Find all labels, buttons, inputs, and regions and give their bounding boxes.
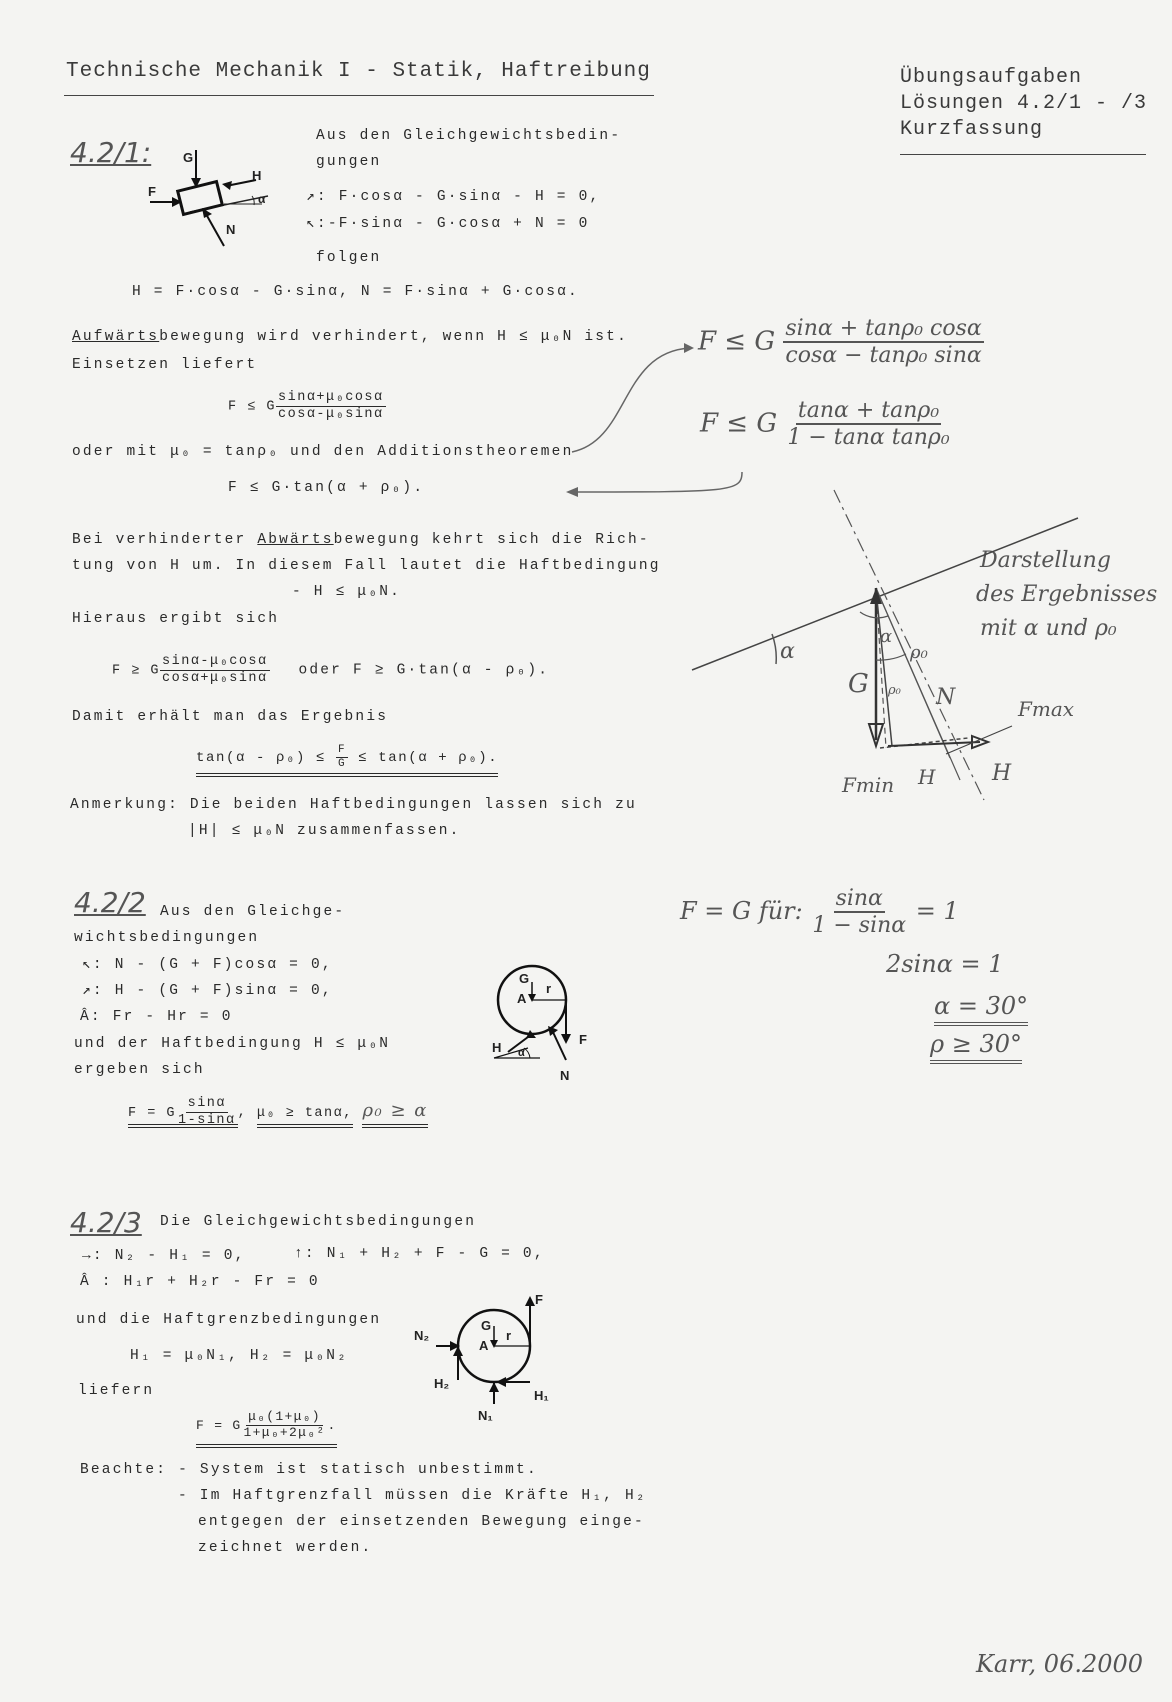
hand2-line-1-num: sinα <box>834 886 885 913</box>
fig1-label-H: H <box>252 168 262 183</box>
p1-damit: Damit erhält man das Ergebnis <box>72 709 389 725</box>
p2-line-1: Aus den Gleichge- <box>160 904 346 920</box>
p1-result-den: G <box>338 757 347 770</box>
hand-fig-Fmin: Fmin <box>842 773 895 797</box>
p2-result: F = G $\frac{\sin\alpha}{1-\sin\alpha}$ , μ₀ ≥ tanα, ρ₀ ≥ α <box>128 1096 428 1128</box>
hand-formula-b-num: tanα + tanρ₀ <box>796 398 941 425</box>
p3-result: F = G $\frac{\text{μ₀(1+μ₀)}}{\text{1+μ₀+2μ₀²}}$ . <box>196 1410 337 1448</box>
p3-result-den: 1+μ₀+2μ₀² <box>243 1424 326 1440</box>
fig2-label-H: H <box>492 1040 502 1055</box>
p1-downward-b: bewegung kehrt sich die Rich- <box>333 532 650 548</box>
p2-line-4: ergeben sich <box>74 1062 205 1078</box>
fig3-label-N2: N₂ <box>414 1328 430 1343</box>
fig2-label-F: F <box>579 1032 587 1047</box>
p1-formula-3-post: oder F ≥ G·tan(α - ρ₀). <box>298 662 550 679</box>
hand-fig-H1: H <box>918 765 936 789</box>
hand-fig-H2: H <box>992 761 1012 786</box>
p3-note-2: - Im Haftgrenzfall müssen die Kräfte H₁, H₂ <box>178 1488 647 1504</box>
hand-formula-b-pre: F ≤ G <box>700 408 778 439</box>
p1-result-left: tan(α - ρ₀) ≤ <box>196 749 327 766</box>
p1-result-right: ≤ tan(α + ρ₀). <box>358 749 499 766</box>
hand2-line-2: 2sinα = 1 <box>886 950 1004 978</box>
signature: Karr, 06.2000 <box>976 1650 1144 1678</box>
p2-eq-2: ↗: H - (G + F)sinα = 0, <box>82 983 333 999</box>
hand-note-2: des Ergebnisses <box>976 582 1158 607</box>
p3-note-3: entgegen der einsetzenden Bewegung einge- <box>198 1514 645 1530</box>
p1-eq-1: ↗: F·cosα - G·sinα - H = 0, <box>306 189 601 205</box>
hand2-line-1-den: 1 − sinα <box>812 913 907 939</box>
fig3-label-G: G <box>481 1318 492 1333</box>
p1-formula-1-num: sinα+μ₀cosα <box>278 390 384 405</box>
hand2-line-1-pre: F = G für: <box>680 896 803 925</box>
hand-fig-G: G <box>848 669 869 699</box>
p1-anmerkung-2: |H| ≤ μ₀N zusammenfassen. <box>188 823 461 839</box>
p2-result-mu: μ₀ ≥ tanα, <box>257 1106 353 1128</box>
fig3-label-F: F <box>535 1292 543 1307</box>
hand-formula-a-pre: F ≤ G <box>698 326 776 357</box>
fig2-label-alpha: α <box>518 1047 525 1059</box>
problem-number-2: 4.2/2 <box>74 886 146 919</box>
fig3-label-r: r <box>506 1328 512 1343</box>
p2-eq-3: Â: Fr - Hr = 0 <box>80 1009 233 1025</box>
hand-formula-b-den: 1 − tanα tanρ₀ <box>787 425 950 451</box>
hand-formula-a-den: cosα − tanρ₀ sinα <box>785 343 982 369</box>
p1-result-HN: H = F·cosα - G·sinα, N = F·sinα + G·cosα. <box>132 284 579 300</box>
hand-fig-N: N <box>936 685 956 710</box>
fig3-label-A: A <box>479 1338 489 1353</box>
hand-fig-Fmax: Fmax <box>1018 697 1075 721</box>
fig1-label-F: F <box>148 184 156 199</box>
hand-note-1: Darstellung <box>980 548 1111 573</box>
hand-fig-rho2: ρ₀ <box>888 683 901 698</box>
fig2-label-r: r <box>546 981 552 996</box>
header-right-line-1: Übungsaufgaben <box>900 66 1083 89</box>
p1-anmerkung: Anmerkung: Die beiden Haftbedingungen lassen sich zu <box>70 797 637 813</box>
p1-result-num: F <box>338 744 347 756</box>
hand2-line-1-post: = 1 <box>915 896 959 925</box>
p3-eq-2: Â : H₁r + H₂r - Fr = 0 <box>80 1274 320 1290</box>
p3-result-pre: F = G <box>196 1417 242 1433</box>
fig2-label-G: G <box>519 971 530 986</box>
p2-result-num: sinα <box>187 1096 227 1111</box>
fig2-label-N: N <box>560 1068 570 1083</box>
p1-upward-rest: bewegung wird verhindert, wenn H ≤ μ₀N ist. <box>159 329 628 345</box>
p2-result-rho: ρ₀ ≥ α <box>362 1100 427 1128</box>
p3-note-4: zeichnet werden. <box>198 1540 373 1556</box>
p1-formula-3-pre: F ≥ G <box>112 663 161 679</box>
p1-formula-3-num: sinα-μ₀cosα <box>162 654 268 669</box>
p3-line-3: H₁ = μ₀N₁, H₂ = μ₀N₂ <box>130 1348 349 1364</box>
p2-line-3: und der Haftbedingung H ≤ μ₀N <box>74 1036 391 1052</box>
p2-eq-1: ↖: N - (G + F)cosα = 0, <box>82 957 333 973</box>
page-title: Technische Mechanik I - Statik, Haftreibung <box>66 60 651 83</box>
p1-downward-2: tung von H um. In diesem Fall lautet die Haftbedingung <box>72 558 661 574</box>
p3-line-2: und die Haftgrenzbedingungen <box>76 1312 382 1328</box>
p1-eq-2: ↖:-F·sinα - G·cosα + N = 0 <box>306 216 590 232</box>
fig1-label-G: G <box>183 150 194 165</box>
p1-line-2: gungen <box>316 154 382 170</box>
p3-eq-1: →: N₂ - H₁ = 0, <box>82 1248 246 1264</box>
hand2-line-3: α = 30° <box>934 992 1028 1026</box>
hand-fig-rho: ρ₀ <box>910 642 928 663</box>
p1-downward-a: Bei verhinderter <box>72 532 258 548</box>
hand-fig-alpha2: α <box>880 626 893 647</box>
p2-line-2: wichtsbedingungen <box>74 930 260 946</box>
p3-result-num: μ₀(1+μ₀) <box>248 1409 321 1424</box>
p3-eq-1b: ↑: N₁ + H₂ + F - G = 0, <box>294 1246 545 1262</box>
fig3-label-H1: H₁ <box>534 1388 549 1403</box>
fig2-label-A: A <box>517 991 527 1006</box>
fig3-label-N1: N₁ <box>478 1408 493 1423</box>
p1-oder-line: oder mit μ₀ = tanρ₀ und den Additionstheoremen <box>72 444 574 460</box>
p1-hieraus: Hieraus ergibt sich <box>72 611 280 627</box>
p1-insert: Einsetzen liefert <box>72 357 258 373</box>
fig1-label-N: N <box>226 222 236 237</box>
hand-fig-alpha: α <box>780 639 795 664</box>
p2-result-pre: F = G <box>128 1105 177 1121</box>
header-right-line-3: Kurzfassung <box>900 118 1044 141</box>
p1-upward-word: Aufwärts <box>72 329 160 345</box>
p1-downward-3: - H ≤ μ₀N. <box>292 584 402 600</box>
header-right-line-2: Lösungen 4.2/1 - /3 <box>900 92 1148 115</box>
problem-number-3: 4.2/3 <box>70 1206 142 1239</box>
p3-line-1: Die Gleichgewichtsbedingungen <box>160 1214 477 1230</box>
fig3-label-H2: H₂ <box>434 1376 450 1391</box>
fig1-label-alpha: α <box>258 192 266 206</box>
p1-line-1: Aus den Gleichgewichtsbedin- <box>316 128 622 144</box>
p1-line-3: folgen <box>316 250 382 266</box>
hand-formula-a-num: sinα + tanρ₀ cosα <box>783 316 983 343</box>
p1-formula-1-den: cosα-μ₀sinα <box>278 406 384 422</box>
p1-formula-2: F ≤ G·tan(α + ρ₀). <box>228 480 425 496</box>
hand-note-3: mit α und ρ₀ <box>980 616 1117 641</box>
p3-line-4: liefern <box>78 1383 155 1399</box>
p3-note-1: Beachte: - System ist statisch unbestimmt. <box>80 1462 538 1478</box>
hand2-line-4: ρ ≥ 30° <box>930 1030 1022 1064</box>
p1-downward-word: Abwärts <box>257 532 334 548</box>
p1-formula-3-den: cosα+μ₀sinα <box>162 670 268 686</box>
p2-result-den: 1-sinα <box>178 1112 236 1128</box>
problem-number-1: 4.2/1: <box>70 136 152 169</box>
p1-formula-1-pre: F ≤ G <box>228 399 277 415</box>
